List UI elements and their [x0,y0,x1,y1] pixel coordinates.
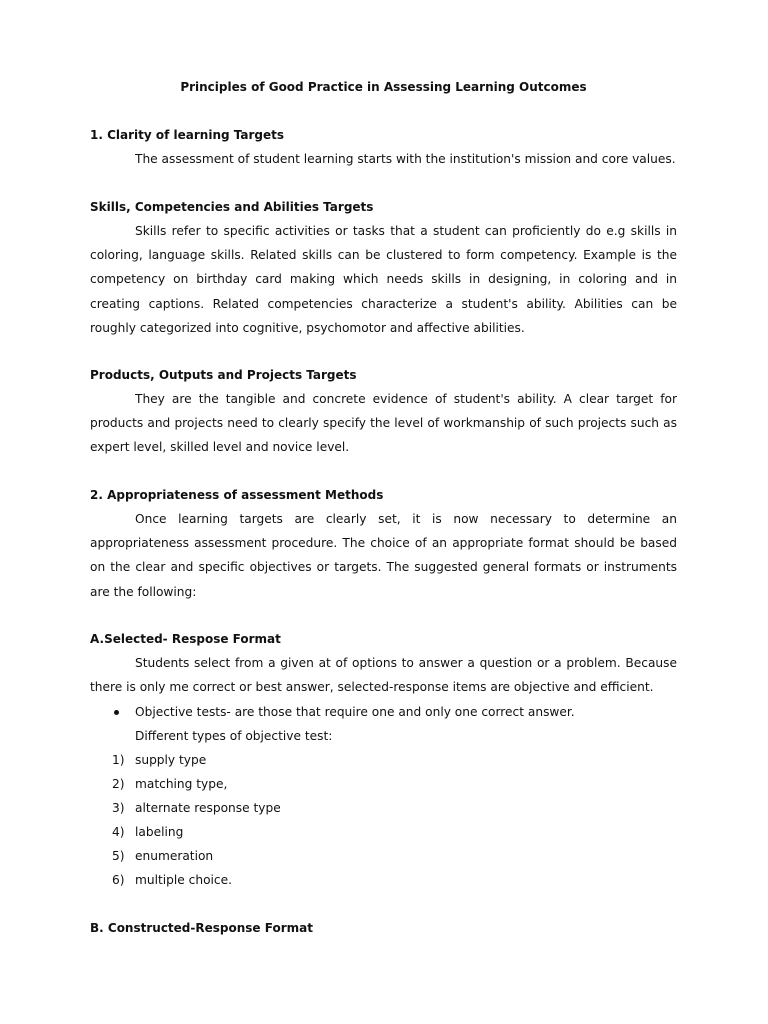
bullet-icon [114,710,119,715]
list-item-label: enumeration [135,849,214,864]
list-item [90,848,677,872]
objective-test-types-list [90,752,677,897]
list-item [90,776,677,800]
skills-paragraph: Skills refer to specific activities or tasks that a student can proficiently do e.g skills in coloring, language skills. Related skills can be clustered to form competency. Example is the competency on birthday card making which needs skills in designing, in coloring and in creating captions. Related competencies characterize a student's ability. Abilities can be roughly categorized into cognitive, psychomotor and affective abilities. [90,224,677,335]
list-item [90,824,677,848]
bullet-text: Objective tests- are those that require one and only one correct answer. [135,705,575,719]
section-b-heading: B. Constructed-Response Format [90,921,313,935]
products-paragraph: They are the tangible and concrete evidence of student's ability. A clear target for products and projects need to clearly specify the level of workmanship of such projects such as expert level, skilled level and novice level. [90,392,677,455]
list-item-number: 2) [112,777,125,792]
list-item-number: 4) [112,825,125,840]
section-a-heading: A.Selected- Respose Format [90,632,281,646]
list-item-number: 5) [112,849,125,864]
list-item-number: 6) [112,873,125,888]
list-item [90,800,677,824]
skills-heading: Skills, Competencies and Abilities Targets [90,200,374,214]
list-item-label: supply type [135,753,207,767]
list-item-label: alternate response type [135,801,281,816]
products-heading: Products, Outputs and Projects Targets [90,368,357,382]
objective-test-types-label: Different types of objective test: [135,729,333,743]
list-item-label: labeling [135,825,184,840]
list-item [90,872,677,896]
list-item [90,752,677,776]
section-a-paragraph: Students select from a given at of options to answer a question or a problem. Because there is only me correct or best answer, selected-response items are objective and efficient. [90,656,677,695]
list-item-number: 1) [112,753,125,767]
list-item-label: matching type, [135,777,228,792]
section-2-paragraph: Once learning targets are clearly set, it is now necessary to determine an appropriateness assessment procedure. The choice of an appropriate format should be based on the clear and specific objectives or targets. The suggested general formats or instruments are the following: [90,512,677,599]
section-2-heading: 2. Appropriateness of assessment Methods [90,488,384,502]
section-1-text: The assessment of student learning starts with the institution's mission and core values. [135,152,676,166]
document-page [90,0,677,1024]
list-item-number: 3) [112,801,125,816]
section-1-heading: 1. Clarity of learning Targets [90,128,285,142]
document-title: Principles of Good Practice in Assessing Learning Outcomes [180,80,587,94]
list-item-label: multiple choice. [135,873,232,888]
